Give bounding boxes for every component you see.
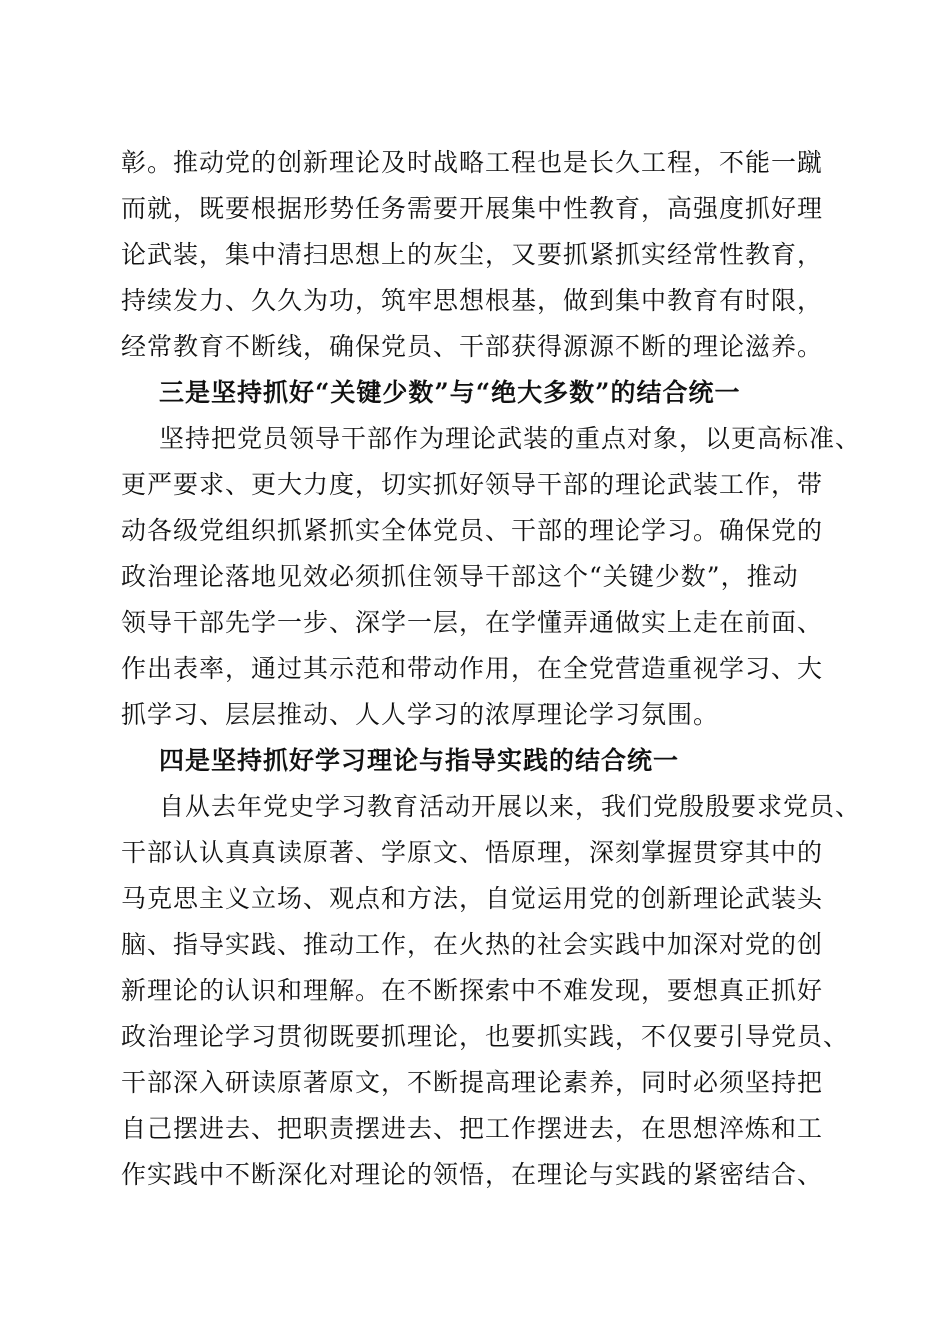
paragraph-line: 干部认认真真读原著、学原文、悟原理，深刻掌握贯穿其中的 (121, 838, 824, 867)
paragraph-first-line: 坚持把党员领导干部作为理论武装的重点对象，以更高标准、 (159, 424, 862, 453)
paragraph-line: 马克思主义立场、观点和方法，自觉运用党的创新理论武装头 (121, 884, 824, 913)
paragraph-line: 论武装，集中清扫思想上的灰尘，又要抓紧抓实经常性教育， (121, 240, 824, 269)
paragraph-line: 而就，既要根据形势任务需要开展集中性教育，高强度抓好理 (121, 194, 824, 223)
paragraph-line: 动各级党组织抓紧抓实全体党员、干部的理论学习。确保党的 (121, 516, 824, 545)
section-heading-three: 三是坚持抓好“关键少数”与“绝大多数”的结合统一 (159, 378, 741, 407)
paragraph-line: 新理论的认识和理解。在不断探索中不难发现，要想真正抓好 (121, 976, 824, 1005)
paragraph-line: 抓学习、层层推动、人人学习的浓厚理论学习氛围。 (121, 700, 720, 729)
section-heading-four: 四是坚持抓好学习理论与指导实践的结合统一 (159, 746, 680, 775)
paragraph-first-line: 自从去年党史学习教育活动开展以来，我们党殷殷要求党员、 (159, 792, 862, 821)
paragraph-line: 政治理论学习贯彻既要抓理论，也要抓实践，不仅要引导党员、 (121, 1022, 850, 1051)
paragraph-line: 自己摆进去、把职责摆进去、把工作摆进去，在思想淬炼和工 (121, 1114, 824, 1143)
paragraph-line: 政治理论落地见效必须抓住领导干部这个“关键少数”，推动 (121, 562, 799, 591)
paragraph-line: 作出表率，通过其示范和带动作用，在全党营造重视学习、大 (121, 654, 824, 683)
paragraph-line: 脑、指导实践、推动工作，在火热的社会实践中加深对党的创 (121, 930, 824, 959)
paragraph-line: 作实践中不断深化对理论的领悟，在理论与实践的紧密结合、 (121, 1160, 824, 1189)
paragraph-line: 经常教育不断线，确保党员、干部获得源源不断的理论滋养。 (121, 332, 824, 361)
paragraph-line: 领导干部先学一步、深学一层，在学懂弄通做实上走在前面、 (121, 608, 824, 637)
paragraph-line: 干部深入研读原著原文，不断提高理论素养，同时必须坚持把 (121, 1068, 824, 1097)
paragraph-line: 持续发力、久久为功，筑牢思想根基，做到集中教育有时限， (121, 286, 824, 315)
paragraph-line: 更严要求、更大力度，切实抓好领导干部的理论武装工作，带 (121, 470, 824, 499)
paragraph-line: 彰。推动党的创新理论及时战略工程也是长久工程，不能一蹴 (121, 148, 824, 177)
document-body (121, 140, 862, 1198)
